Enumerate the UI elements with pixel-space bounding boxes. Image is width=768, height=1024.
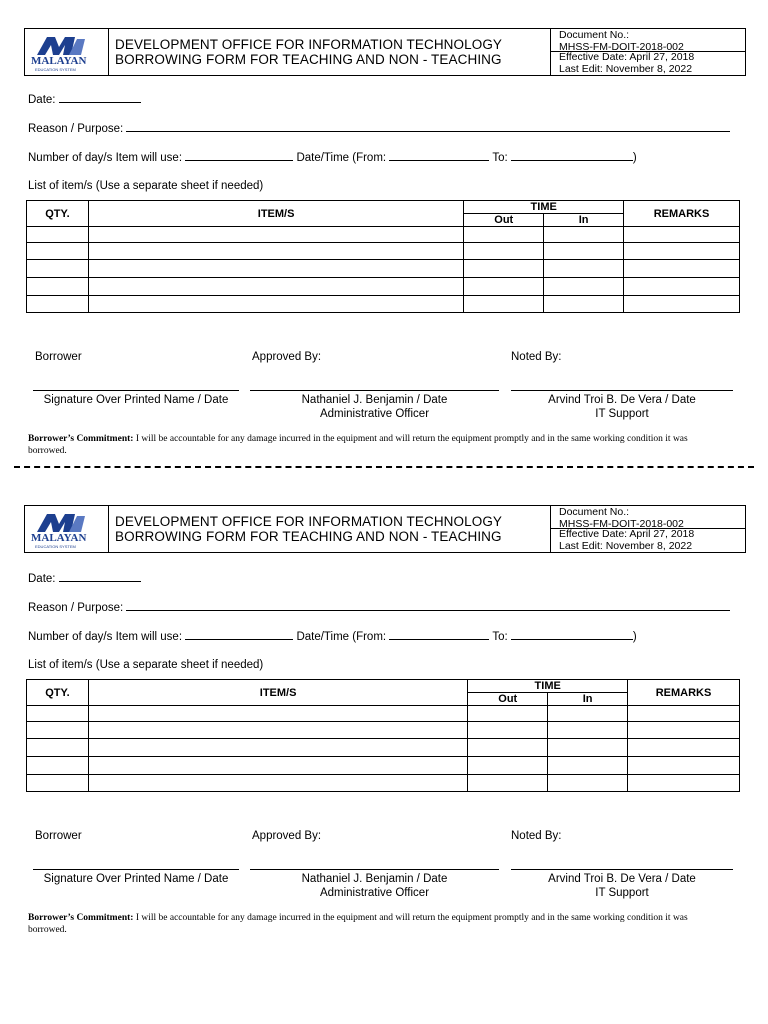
title-line-1: DEVELOPMENT OFFICE FOR INFORMATION TECHNOLOGY (115, 37, 503, 52)
form-header (24, 505, 746, 553)
last-edit: Last Edit: November 8, 2022 (559, 539, 693, 552)
date-field[interactable] (28, 571, 141, 585)
close-paren: ) (632, 631, 637, 643)
doc-no: MHSS-FM-DOIT-2018-002 (559, 517, 684, 530)
svg-text:MALAYAN: MALAYAN (31, 532, 87, 544)
svg-text:MALAYAN: MALAYAN (31, 55, 87, 67)
borrower-commitment (28, 912, 688, 936)
date-blank[interactable] (59, 92, 141, 103)
reason-label: Reason / Purpose: (28, 602, 124, 614)
borrower-signature-line[interactable] (33, 390, 239, 391)
noted-label: Noted By: (511, 351, 562, 363)
col-items: ITEM/S (88, 201, 463, 227)
date-field[interactable] (28, 92, 141, 106)
table-row[interactable] (27, 757, 740, 775)
borrower-commitment (28, 433, 688, 457)
form-header (24, 28, 746, 76)
malayan-logo (25, 506, 109, 552)
reason-label: Reason / Purpose: (28, 123, 124, 135)
from-blank[interactable] (389, 150, 489, 161)
table-row[interactable] (27, 775, 740, 792)
to-label: To: (492, 152, 508, 164)
items-table (26, 679, 740, 792)
list-label: List of item/s (Use a separate sheet if needed) (28, 659, 264, 671)
commitment-text: I will be accountable for any damage incurred in the equipment and will return the equipment promptly and in the same working condition it was borrowed. (28, 913, 688, 935)
approver-caption (250, 393, 499, 421)
effective-date: Effective Date: April 27, 2018 (559, 51, 695, 63)
borrower-signature-line[interactable] (33, 869, 239, 870)
days-label: Number of day/s Item will use: (28, 152, 183, 164)
date-label: Date: (28, 94, 56, 106)
days-blank[interactable] (185, 629, 293, 640)
noter-name: Arvind Troi B. De Vera / Date (548, 873, 696, 885)
commitment-heading: Borrower’s Commitment: (28, 913, 134, 923)
col-out: Out (464, 214, 544, 227)
col-items: ITEM/S (88, 680, 467, 706)
last-edit: Last Edit: November 8, 2022 (559, 62, 693, 75)
noter-title: IT Support (595, 887, 649, 899)
date-blank[interactable] (59, 571, 141, 582)
doc-no-label: Document No.: (559, 29, 630, 41)
commitment-heading: Borrower’s Commitment: (28, 434, 134, 444)
from-blank[interactable] (389, 629, 489, 640)
close-paren: ) (632, 152, 637, 164)
effective-date: Effective Date: April 27, 2018 (559, 528, 695, 540)
table-row[interactable] (27, 243, 740, 260)
items-table (26, 200, 740, 313)
noter-signature-line[interactable] (511, 390, 733, 391)
days-label: Number of day/s Item will use: (28, 631, 183, 643)
reason-field[interactable] (28, 121, 730, 135)
col-out: Out (468, 693, 548, 706)
list-label: List of item/s (Use a separate sheet if needed) (28, 180, 264, 192)
table-row[interactable] (27, 227, 740, 243)
to-blank[interactable] (511, 150, 633, 161)
malayan-logo-icon (29, 510, 105, 550)
noter-name: Arvind Troi B. De Vera / Date (548, 394, 696, 406)
approved-label: Approved By: (252, 830, 322, 842)
svg-text:EDUCATION SYSTEM: EDUCATION SYSTEM (35, 544, 76, 549)
svg-text:EDUCATION SYSTEM: EDUCATION SYSTEM (35, 67, 76, 72)
malayan-logo (25, 29, 109, 75)
noter-title: IT Support (595, 408, 649, 420)
table-row[interactable] (27, 706, 740, 722)
to-label: To: (492, 631, 508, 643)
table-row[interactable] (27, 260, 740, 278)
doc-no-label: Document No.: (559, 506, 630, 518)
approver-name: Nathaniel J. Benjamin / Date (301, 394, 448, 406)
approver-title: Administrative Officer (319, 887, 430, 899)
col-remarks: REMARKS (628, 680, 740, 706)
noter-caption (511, 393, 733, 421)
table-row[interactable] (27, 278, 740, 296)
days-blank[interactable] (185, 150, 293, 161)
title-line-1: DEVELOPMENT OFFICE FOR INFORMATION TECHNOLOGY (115, 514, 503, 529)
approver-title: Administrative Officer (319, 408, 430, 420)
document-info (551, 506, 745, 552)
borrowing-form-2 (0, 477, 768, 937)
borrower-label: Borrower (35, 830, 82, 842)
reason-blank[interactable] (126, 121, 730, 132)
to-blank[interactable] (511, 629, 633, 640)
days-field[interactable] (28, 629, 637, 643)
col-time: TIME (468, 680, 628, 693)
approver-caption (250, 872, 499, 900)
col-in: In (544, 214, 624, 227)
cut-line (14, 466, 754, 468)
reason-field[interactable] (28, 600, 730, 614)
approver-signature-line[interactable] (250, 869, 499, 870)
commitment-text: I will be accountable for any damage incurred in the equipment and will return the equipment promptly and in the same working condition it was borrowed. (28, 434, 688, 456)
title-line-2: BORROWING FORM FOR TEACHING AND NON - TEACHING (115, 52, 502, 67)
col-qty: QTY. (27, 201, 89, 227)
approved-label: Approved By: (252, 351, 322, 363)
col-remarks: REMARKS (624, 201, 740, 227)
table-row[interactable] (27, 739, 740, 757)
noter-signature-line[interactable] (511, 869, 733, 870)
borrower-signature-caption: Signature Over Printed Name / Date (43, 873, 229, 885)
col-time: TIME (464, 201, 624, 214)
borrower-signature-caption: Signature Over Printed Name / Date (43, 394, 229, 406)
document-info (551, 29, 745, 75)
form-title (111, 506, 551, 552)
col-qty: QTY. (27, 680, 89, 706)
table-row[interactable] (27, 722, 740, 739)
date-label: Date: (28, 573, 56, 585)
borrower-label: Borrower (35, 351, 82, 363)
title-line-2: BORROWING FORM FOR TEACHING AND NON - TEACHING (115, 529, 502, 544)
reason-blank[interactable] (126, 600, 730, 611)
approver-name: Nathaniel J. Benjamin / Date (301, 873, 448, 885)
borrowing-form-1 (0, 0, 768, 460)
noted-label: Noted By: (511, 830, 562, 842)
noter-caption (511, 872, 733, 900)
days-field[interactable] (28, 150, 637, 164)
datetime-label: Date/Time (From: (296, 631, 387, 643)
datetime-label: Date/Time (From: (296, 152, 387, 164)
col-in: In (548, 693, 628, 706)
approver-signature-line[interactable] (250, 390, 499, 391)
form-title (111, 29, 551, 75)
table-row[interactable] (27, 296, 740, 313)
malayan-logo-icon (29, 33, 105, 73)
doc-no: MHSS-FM-DOIT-2018-002 (559, 40, 684, 53)
